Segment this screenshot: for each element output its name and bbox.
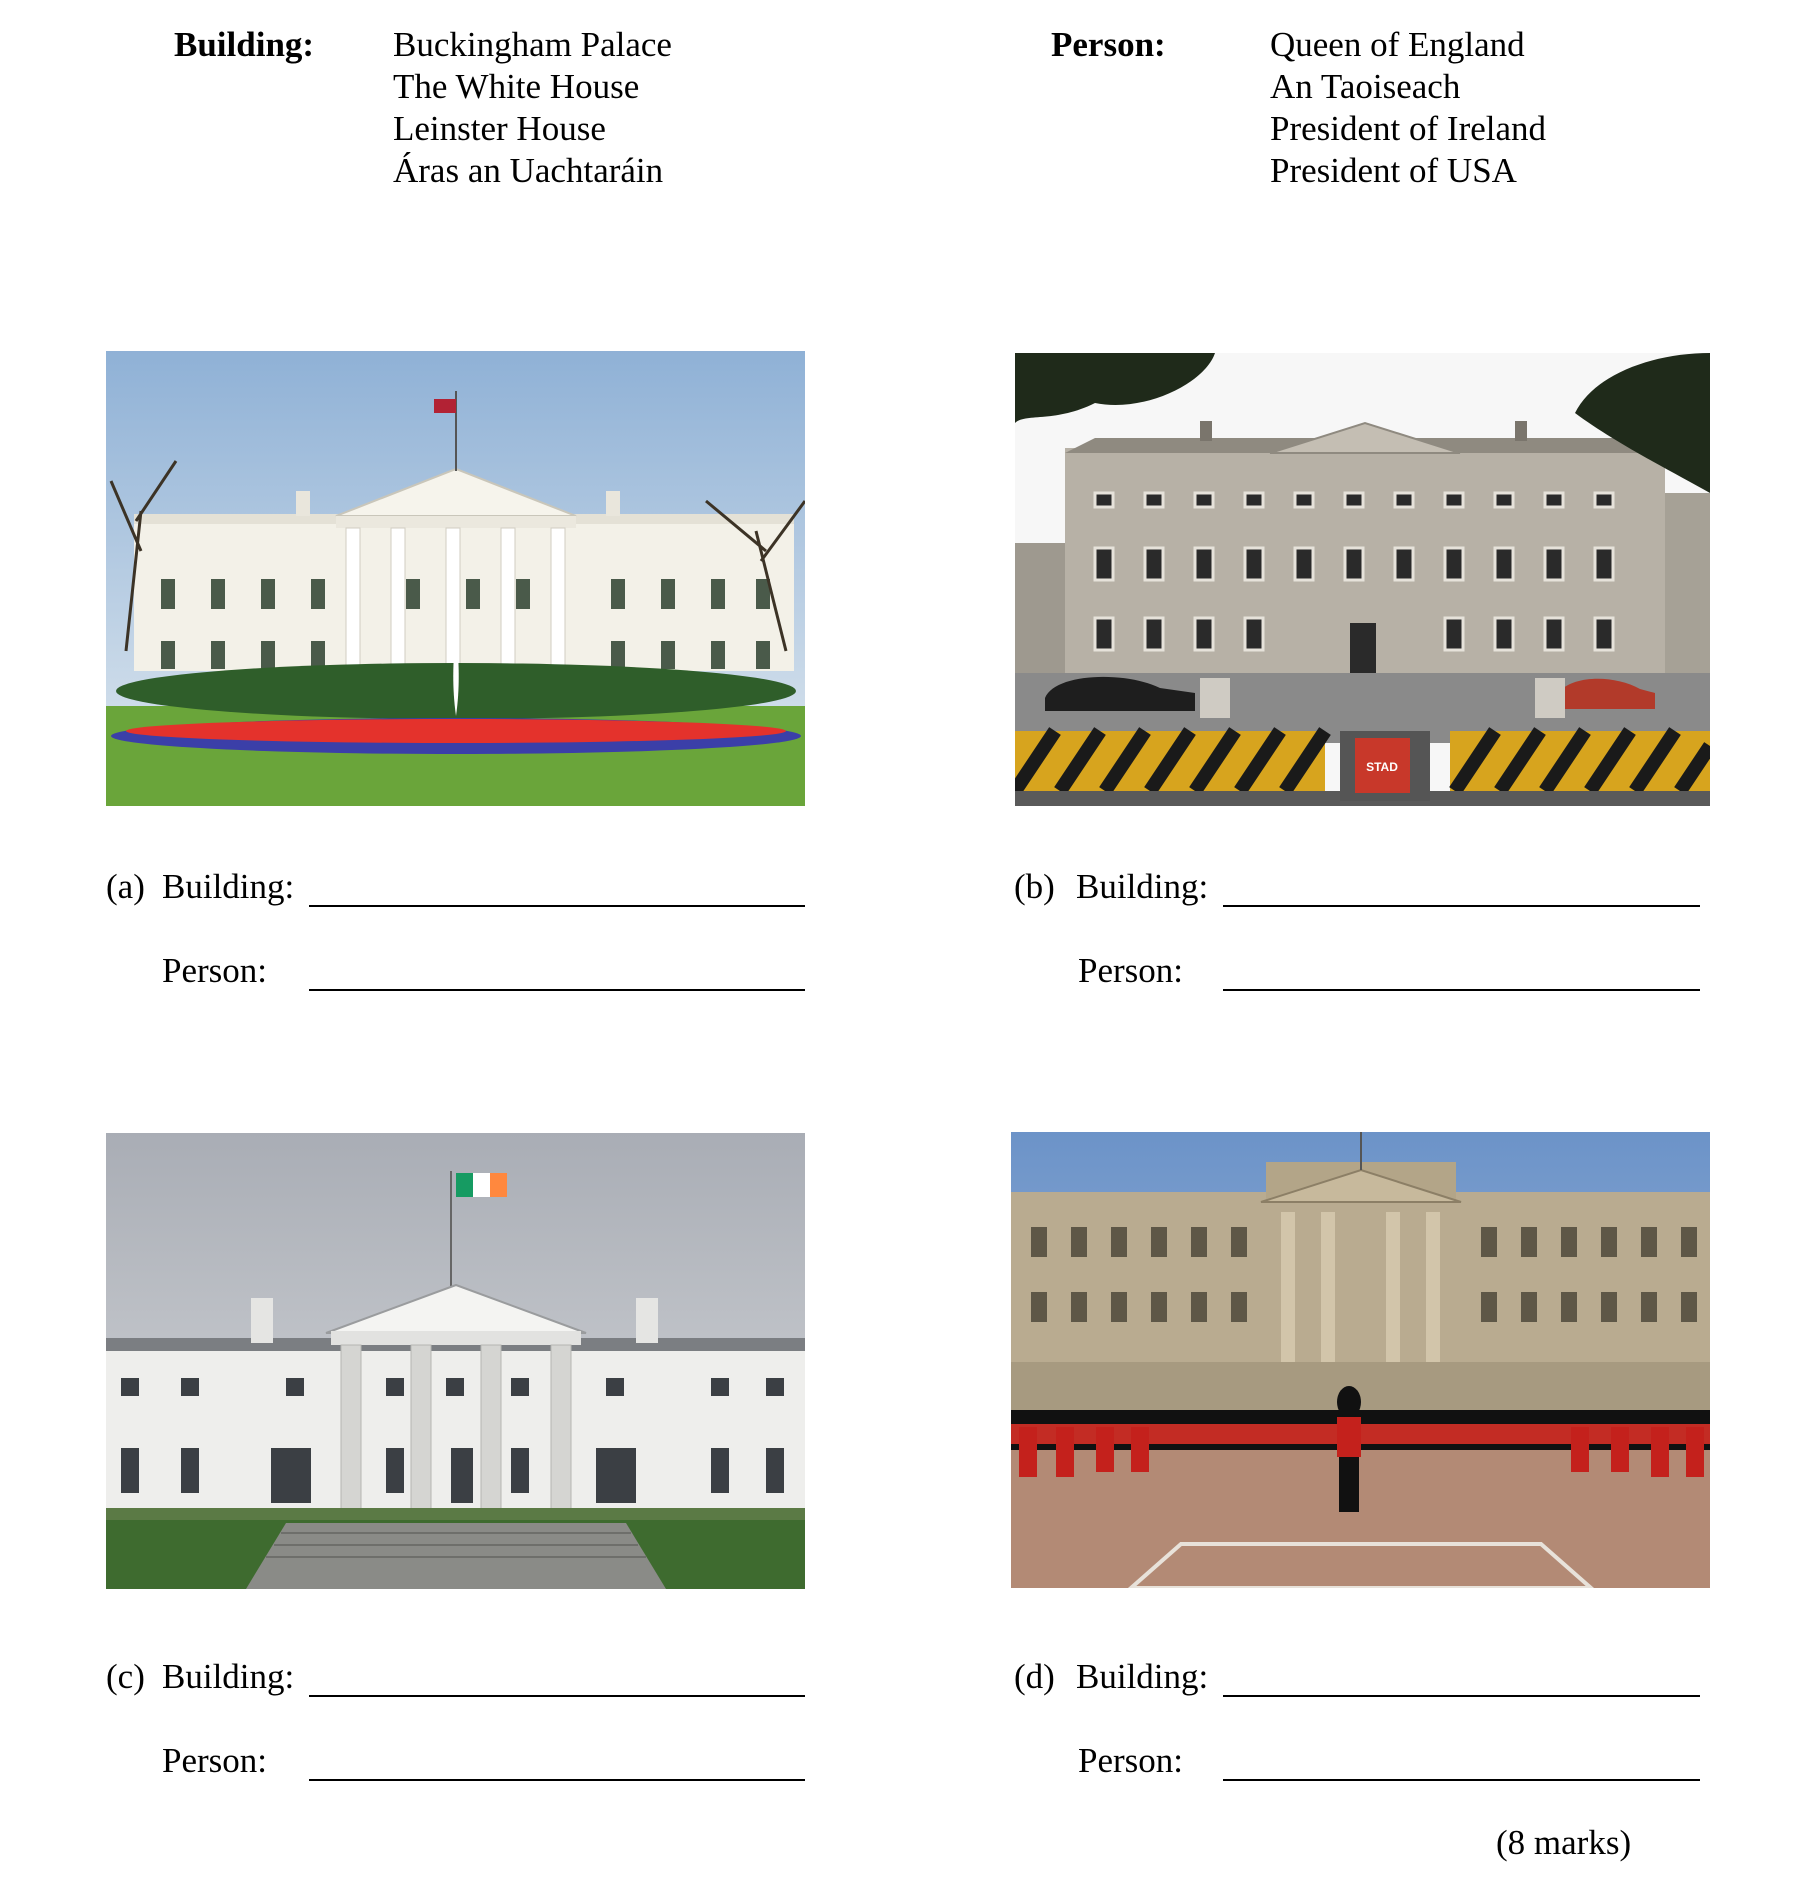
- question-a-person-label: Person:: [162, 951, 267, 990]
- building-options: [393, 24, 672, 192]
- building-option: Buckingham Palace: [393, 25, 672, 64]
- question-c-letter: (c): [106, 1657, 145, 1696]
- person-option: President of Ireland: [1270, 109, 1547, 148]
- question-c-building-label: Building:: [162, 1657, 295, 1696]
- question-a-person-answer-line[interactable]: [309, 989, 805, 991]
- person-option: Queen of England: [1270, 25, 1525, 64]
- photo-aras-an-uachtarain: [106, 1133, 805, 1589]
- building-heading: Building:: [174, 25, 315, 64]
- marks-label: (8 marks): [1496, 1823, 1632, 1862]
- question-b-building-label: Building:: [1076, 867, 1209, 906]
- question-c-building-answer-line[interactable]: [309, 1695, 805, 1697]
- building-option: The White House: [393, 67, 640, 106]
- building-option: Áras an Uachtaráin: [393, 151, 664, 190]
- question-d-building-answer-line[interactable]: [1223, 1695, 1700, 1697]
- question-d-person-answer-line[interactable]: [1223, 1779, 1700, 1781]
- question-c-person-answer-line[interactable]: [309, 1779, 805, 1781]
- question-d-letter: (d): [1014, 1657, 1055, 1696]
- person-option: President of USA: [1270, 151, 1517, 190]
- question-b-building-answer-line[interactable]: [1223, 905, 1700, 907]
- person-option: An Taoiseach: [1270, 67, 1461, 106]
- photo-buckingham-palace: [1011, 1132, 1710, 1588]
- question-d-person-label: Person:: [1078, 1741, 1183, 1780]
- question-b-person-answer-line[interactable]: [1223, 989, 1700, 991]
- stad-sign-text: STAD: [1366, 760, 1398, 774]
- question-c-person-label: Person:: [162, 1741, 267, 1780]
- question-b-letter: (b): [1014, 867, 1055, 906]
- question-a-letter: (a): [106, 867, 145, 906]
- question-a-building-answer-line[interactable]: [309, 905, 805, 907]
- photo-white-house: [106, 351, 805, 806]
- question-a-building-label: Building:: [162, 867, 295, 906]
- question-b-person-label: Person:: [1078, 951, 1183, 990]
- building-option: Leinster House: [393, 109, 606, 148]
- photo-leinster-house: [1015, 353, 1710, 806]
- person-options: [1270, 24, 1546, 192]
- question-d-building-label: Building:: [1076, 1657, 1209, 1696]
- person-heading: Person:: [1051, 25, 1166, 64]
